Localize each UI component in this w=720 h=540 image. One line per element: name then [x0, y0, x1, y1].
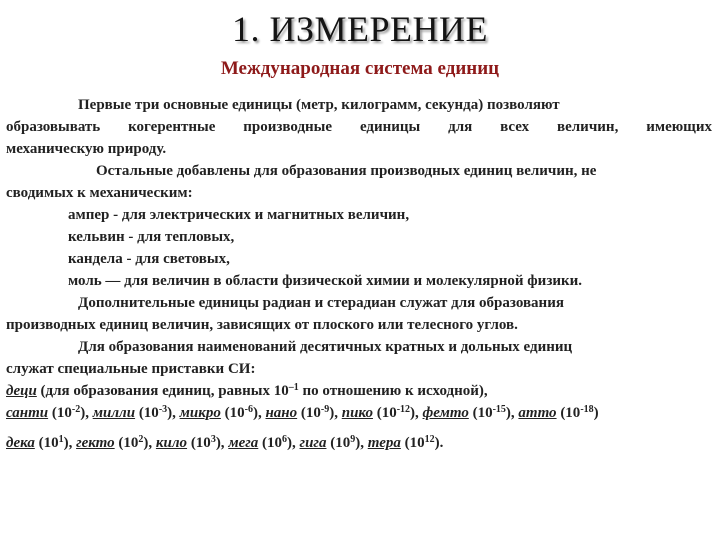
prefix-intro-line: [6, 380, 712, 402]
paragraph-1-line-3: механическую природу.: [6, 141, 167, 157]
prefix-multiple_prefixes-3: мега: [228, 435, 259, 451]
paragraph-1-line-1: Первые три основные единицы (метр, килограмм, секунда) позволяют: [78, 97, 560, 113]
prefix-exponent-multiple_prefixes-4: 9: [350, 434, 356, 445]
prefix-exponent-fractional_prefixes-6: -18: [580, 404, 594, 415]
prefix-fractional_prefixes-2: микро: [179, 405, 221, 421]
paragraph-4-line-2: служат специальные приставки СИ:: [6, 361, 256, 377]
prefix-exponent-fractional_prefixes-4: -12: [396, 404, 411, 415]
paragraph-3-line-2: производных единиц величин, зависящих от плоского или телесного углов.: [6, 317, 518, 333]
prefix-intro-text-before: (для образования единиц, равных 10: [36, 383, 289, 399]
prefix-fractional_prefixes-0: санти: [6, 405, 49, 421]
unit-item-kelvin: кельвин - для тепловых,: [68, 229, 235, 245]
page-title: 1. ИЗМЕРЕНИЕ: [231, 9, 489, 49]
prefix-fractional_prefixes-4: пико: [341, 405, 373, 421]
prefix-multiple_prefixes-2: кило: [155, 435, 188, 451]
prefix-exponent-multiple_prefixes-5: 12: [424, 434, 435, 445]
multiple-prefixes-line: дека $(10^1)$, гекто $(10^2)$, кило $(10^3)$, мега $(10^6)$, гига $(10^9)$, тера $(10^{12})$.: [6, 434, 444, 451]
fractional-prefixes-line: санти $(10^{-2})$, милли $(10^{-3})$, микро $(10^{-6})$, нано $(10^{-9})$, пико $(10^{-12})$, фемто $(10^{-15})$, атто $(10^{-18})$: [6, 404, 599, 421]
unit-item-ampere: ампер - для электрических и магнитных величин,: [68, 207, 410, 223]
prefix-exponent-fractional_prefixes-0: -2: [71, 404, 81, 415]
prefix-multiple_prefixes-5: тера: [367, 435, 401, 451]
unit-item-mole: моль — для величин в области физической химии и молекулярной физики.: [68, 273, 583, 289]
prefix-fractional_prefixes-1: милли: [92, 405, 136, 421]
paragraph-2-line-2: сводимых к механическим:: [6, 185, 193, 201]
prefix-fractional_prefixes-3: нано: [265, 405, 298, 421]
prefix-fractional_prefixes-6: атто: [518, 405, 557, 421]
paragraph-3-line-1: Дополнительные единицы радиан и стерадиан служат для образования: [78, 295, 564, 311]
paragraph-4-line-1: Для образования наименований десятичных кратных и дольных единиц: [78, 339, 573, 355]
prefix-exponent-fractional_prefixes-2: -6: [244, 404, 253, 415]
paragraph-2-line-1: Остальные добавлены для образования производных единиц величин, не: [96, 163, 597, 179]
prefix-exponent-multiple_prefixes-3: 6: [282, 434, 288, 445]
prefix-exponent-multiple_prefixes-1: 2: [138, 434, 144, 445]
prefix-exponent-fractional_prefixes-3: -9: [320, 404, 330, 415]
body-text: [6, 94, 712, 454]
prefix-exponent-fractional_prefixes-1: -3: [158, 404, 168, 415]
prefix-fractional_prefixes-5: фемто: [422, 405, 469, 421]
prefix-exponent-fractional_prefixes-5: -15: [492, 404, 506, 415]
prefix-deci: деци: [6, 383, 37, 399]
page-subtitle: Международная система единиц: [220, 58, 500, 79]
prefix-intro-text-after: по отношению к исходной),: [298, 383, 488, 399]
prefix-multiple_prefixes-4: гига: [299, 435, 327, 451]
prefix-exponent-multiple_prefixes-2: 3: [210, 434, 216, 445]
prefix-multiple_prefixes-0: дека: [6, 435, 35, 451]
prefix-multiple_prefixes-1: гекто: [76, 435, 115, 451]
unit-item-candela: кандела - для световых,: [68, 251, 230, 267]
prefix-exponent-multiple_prefixes-0: 1: [58, 434, 64, 445]
prefix-intro-exponent: –1: [288, 382, 299, 393]
paragraph-1-line-2: образовывать когерентные производные единицы для всех величин, имеющих: [6, 119, 712, 135]
